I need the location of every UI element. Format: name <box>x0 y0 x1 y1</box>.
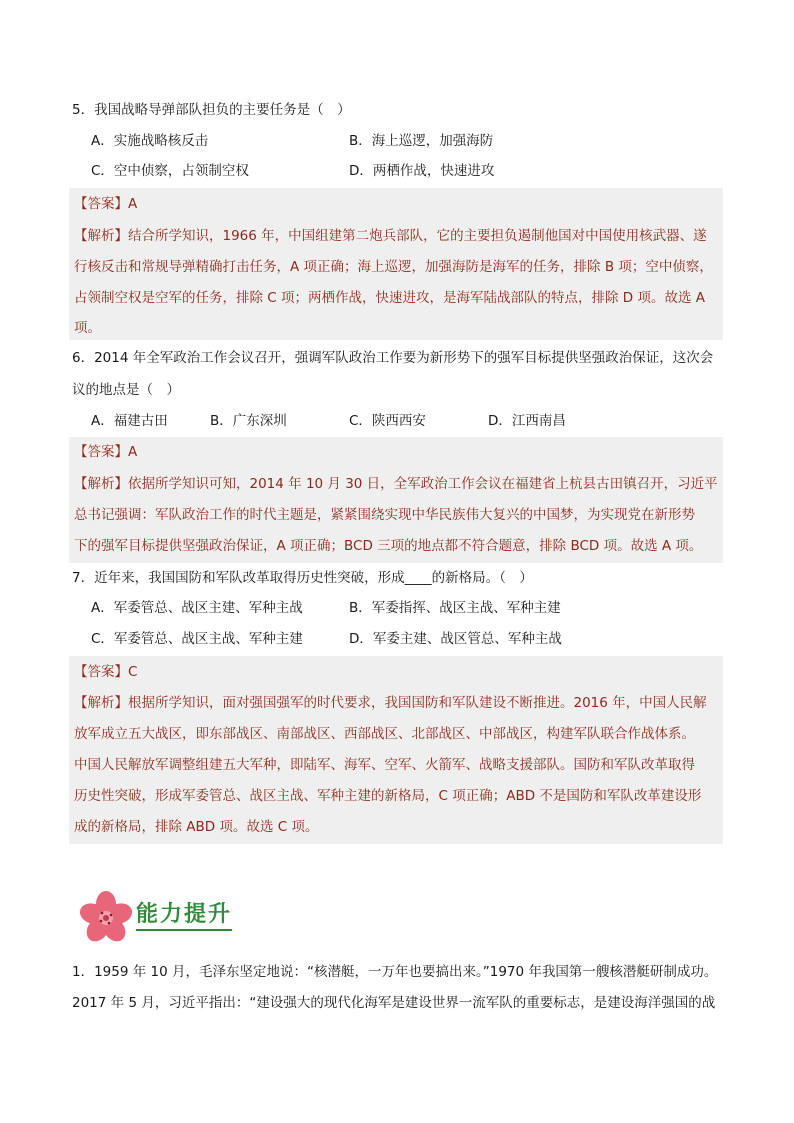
section-heading <box>78 888 298 948</box>
question-6-stem-line: 议的地点是（ ） <box>72 382 180 398</box>
question-5-option-a: A．实施战略核反击 <box>91 133 209 149</box>
question-5-stem: 5．我国战略导弹部队担负的主要任务是（ ） <box>72 102 351 118</box>
next-question-line: 1．1959 年 10 月，毛泽东坚定地说：“核潜艇，一万年也要搞出来。”1970 年我国第一艘核潜艇研制成功。 <box>72 964 718 980</box>
question-5-analysis-line: 行核反击和常规导弹精确打击任务，A 项正确；海上巡逻，加强海防是海军的任务，排除 B 项；空中侦察， <box>74 259 713 275</box>
question-7-option-d: D．军委主建、战区管总、军种主战 <box>349 631 562 647</box>
question-6-option-d: D．江西南昌 <box>488 413 566 429</box>
answer-label: 【答案】 <box>74 664 128 680</box>
question-7-answer <box>74 662 137 682</box>
question-5-answer <box>74 194 137 214</box>
section-title: 能力提升 <box>136 902 232 931</box>
question-7-analysis-line: 成的新格局，排除 ABD 项。故选 C 项。 <box>74 819 319 835</box>
question-7-answer-box <box>69 656 723 844</box>
next-question-line: 2017 年 5 月，习近平指出：“建设强大的现代化海军是建设世界一流军队的重要标志，是建设海洋强国的战 <box>72 995 716 1011</box>
answer-value: C <box>128 664 138 680</box>
answer-label: 【答案】 <box>74 196 128 212</box>
question-6-analysis-line: 【解析】依据所学知识可知，2014 年 10 月 30 日，全军政治工作会议在福建省上杭县古田镇召开，习近平 <box>74 476 718 492</box>
question-5-option-c: C．空中侦察，占领制空权 <box>91 163 249 179</box>
question-6-option-c: C．陕西西安 <box>349 413 426 429</box>
answer-value: A <box>128 444 138 460</box>
question-7-option-c: C．军委管总、战区主战、军种主建 <box>91 631 303 647</box>
question-6-option-a: A．福建古田 <box>91 413 168 429</box>
question-6-analysis-line: 下的强军目标提供坚强政治保证，A 项正确；BCD 三项的地点都不符合题意，排除 BCD 项。故选 A 项。 <box>74 538 703 554</box>
question-5-option-d: D．两栖作战，快速进攻 <box>349 163 495 179</box>
question-5-analysis-line: 【解析】结合所学知识，1966 年，中国组建第二炮兵部队，它的主要担负遏制他国对中国使用核武器、遂 <box>74 228 707 244</box>
answer-label: 【答案】 <box>74 444 128 460</box>
answer-value: A <box>128 196 138 212</box>
question-7-analysis-line: 中国人民解放军调整组建五大军种，即陆军、海军、空军、火箭军、战略支援部队。国防和军队改革取得 <box>74 757 695 773</box>
question-6-analysis-line: 总书记强调：军队政治工作的时代主题是，紧紧围绕实现中华民族伟大复兴的中国梦，为实现党在新形势 <box>74 507 695 523</box>
question-7-analysis-line: 放军成立五大战区，即东部战区、南部战区、西部战区、北部战区、中部战区，构建军队联合作战体系。 <box>74 726 695 742</box>
question-5-analysis-line: 占领制空权是空军的任务，排除 C 项；两栖作战，快速进攻，是海军陆战部队的特点，排除 D 项。故选 A <box>74 290 706 306</box>
question-7-option-a: A．军委管总、战区主建、军种主战 <box>91 600 303 616</box>
plum-blossom-icon <box>78 888 136 948</box>
question-7-stem: 7．近年来，我国国防和军队改革取得历史性突破，形成____的新格局。（ ） <box>72 570 533 586</box>
question-7-analysis-line: 【解析】根据所学知识，面对强国强军的时代要求，我国国防和军队建设不断推进。2016 年，中国人民解 <box>74 695 707 711</box>
question-5-analysis-line: 项。 <box>74 320 101 336</box>
question-6-answer <box>74 442 137 462</box>
question-7-option-b: B．军委指挥、战区主战、军种主建 <box>349 600 561 616</box>
question-7-analysis-line: 历史性突破，形成军委管总、战区主战、军种主建的新格局，C 项正确；ABD 不是国防和军队改革建设形 <box>74 788 702 804</box>
question-6-stem-line: 6．2014 年全军政治工作会议召开，强调军队政治工作要为新形势下的强军目标提供坚强政治保证，这次会 <box>72 350 714 366</box>
question-6-option-b: B．广东深圳 <box>210 413 287 429</box>
question-5-option-b: B．海上巡逻，加强海防 <box>349 133 494 149</box>
